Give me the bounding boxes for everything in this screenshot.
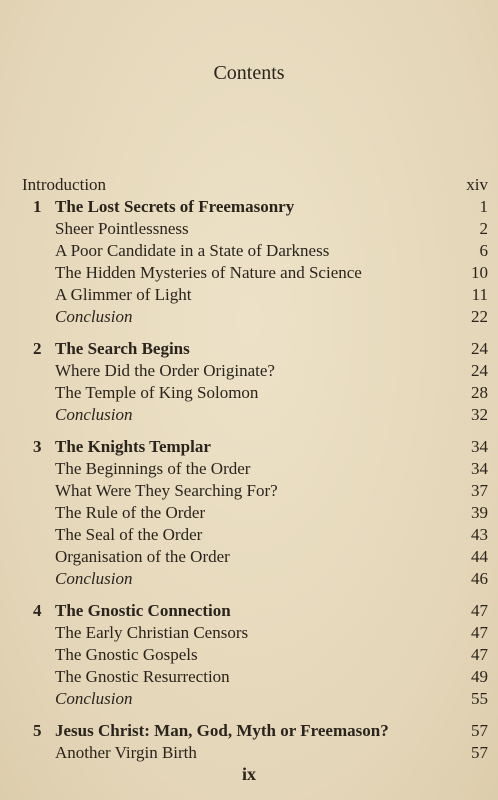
toc-chapter-2[interactable] [20,338,488,360]
toc-section[interactable] [20,644,488,666]
entry-page: 44 [471,547,488,566]
section-label: What Were They Searching For? [55,481,278,500]
entry-page: 28 [471,383,488,402]
toc-section[interactable] [20,502,488,524]
spacer [20,590,488,600]
toc-section[interactable] [20,666,488,688]
page-title: Contents [213,62,285,84]
chapter-number: 2 [33,339,42,358]
entry-page: 11 [471,285,488,304]
toc-chapter-4[interactable] [20,600,488,622]
section-label: Sheer Pointlessness [55,219,189,238]
conclusion-label: Conclusion [55,405,133,424]
chapter-number: 1 [33,197,42,216]
toc-section[interactable] [20,262,488,284]
entry-page: 34 [471,459,488,478]
toc-section[interactable] [20,622,488,644]
toc-section[interactable] [20,742,488,764]
toc-conclusion[interactable] [20,306,488,328]
section-label: Organisation of the Order [55,547,230,566]
entry-page: 39 [471,503,488,522]
chapter-title: The Gnostic Connection [55,601,231,620]
chapter-title: The Search Begins [55,339,190,358]
section-label: Where Did the Order Originate? [55,361,275,380]
entry-page: 46 [471,569,488,588]
section-label: The Temple of King Solomon [55,383,259,402]
entry-page: 10 [471,263,488,282]
section-label: The Early Christian Censors [55,623,249,642]
entry-page: 43 [471,525,488,544]
table-of-contents [20,174,488,764]
entry-page: xiv [466,175,488,194]
chapter-number: 4 [33,601,42,620]
toc-section[interactable] [20,240,488,262]
chapter-number: 5 [33,721,42,740]
entry-page: 24 [471,361,488,380]
toc-section[interactable] [20,458,488,480]
page-number: ix [241,764,256,784]
toc-section[interactable] [20,360,488,382]
toc-chapter-3[interactable] [20,436,488,458]
toc-entry-introduction[interactable] [20,174,488,196]
chapter-title: The Lost Secrets of Freemasonry [55,197,295,216]
toc-section[interactable] [20,218,488,240]
entry-page: 55 [471,689,488,708]
conclusion-label: Conclusion [55,689,133,708]
toc-section[interactable] [20,284,488,306]
toc-section[interactable] [20,382,488,404]
chapter-title: The Knights Templar [55,437,211,456]
toc-section[interactable] [20,524,488,546]
entry-page: 6 [479,241,488,260]
entry-page: 2 [479,219,488,238]
entry-label: Introduction [22,175,107,194]
section-label: A Poor Candidate in a State of Darkness [55,241,330,260]
entry-page: 47 [471,623,488,642]
toc-conclusion[interactable] [20,568,488,590]
section-label: The Gnostic Gospels [55,645,198,664]
entry-page: 37 [471,481,488,500]
chapter-number: 3 [33,437,42,456]
toc-conclusion[interactable] [20,404,488,426]
spacer [20,328,488,338]
section-label: Another Virgin Birth [55,743,197,762]
entry-page: 34 [471,437,488,456]
toc-section[interactable] [20,480,488,502]
toc-conclusion[interactable] [20,688,488,710]
conclusion-label: Conclusion [55,569,133,588]
section-label: A Glimmer of Light [55,285,192,304]
chapter-title: Jesus Christ: Man, God, Myth or Freemason? [55,721,389,740]
entry-page: 22 [471,307,488,326]
section-label: The Gnostic Resurrection [55,667,230,686]
entry-page: 57 [471,743,488,762]
spacer [20,426,488,436]
section-label: The Rule of the Order [55,503,206,522]
toc-section[interactable] [20,546,488,568]
section-label: The Seal of the Order [55,525,203,544]
conclusion-label: Conclusion [55,307,133,326]
entry-page: 1 [479,197,488,216]
section-label: The Beginnings of the Order [55,459,251,478]
section-label: The Hidden Mysteries of Nature and Science [55,263,362,282]
entry-page: 47 [471,645,488,664]
toc-chapter-5[interactable] [20,720,488,742]
entry-page: 57 [471,721,488,740]
entry-page: 47 [471,601,488,620]
entry-page: 49 [471,667,488,686]
toc-chapter-1[interactable] [20,196,488,218]
entry-page: 24 [471,339,488,358]
entry-page: 32 [471,405,488,424]
spacer [20,710,488,720]
